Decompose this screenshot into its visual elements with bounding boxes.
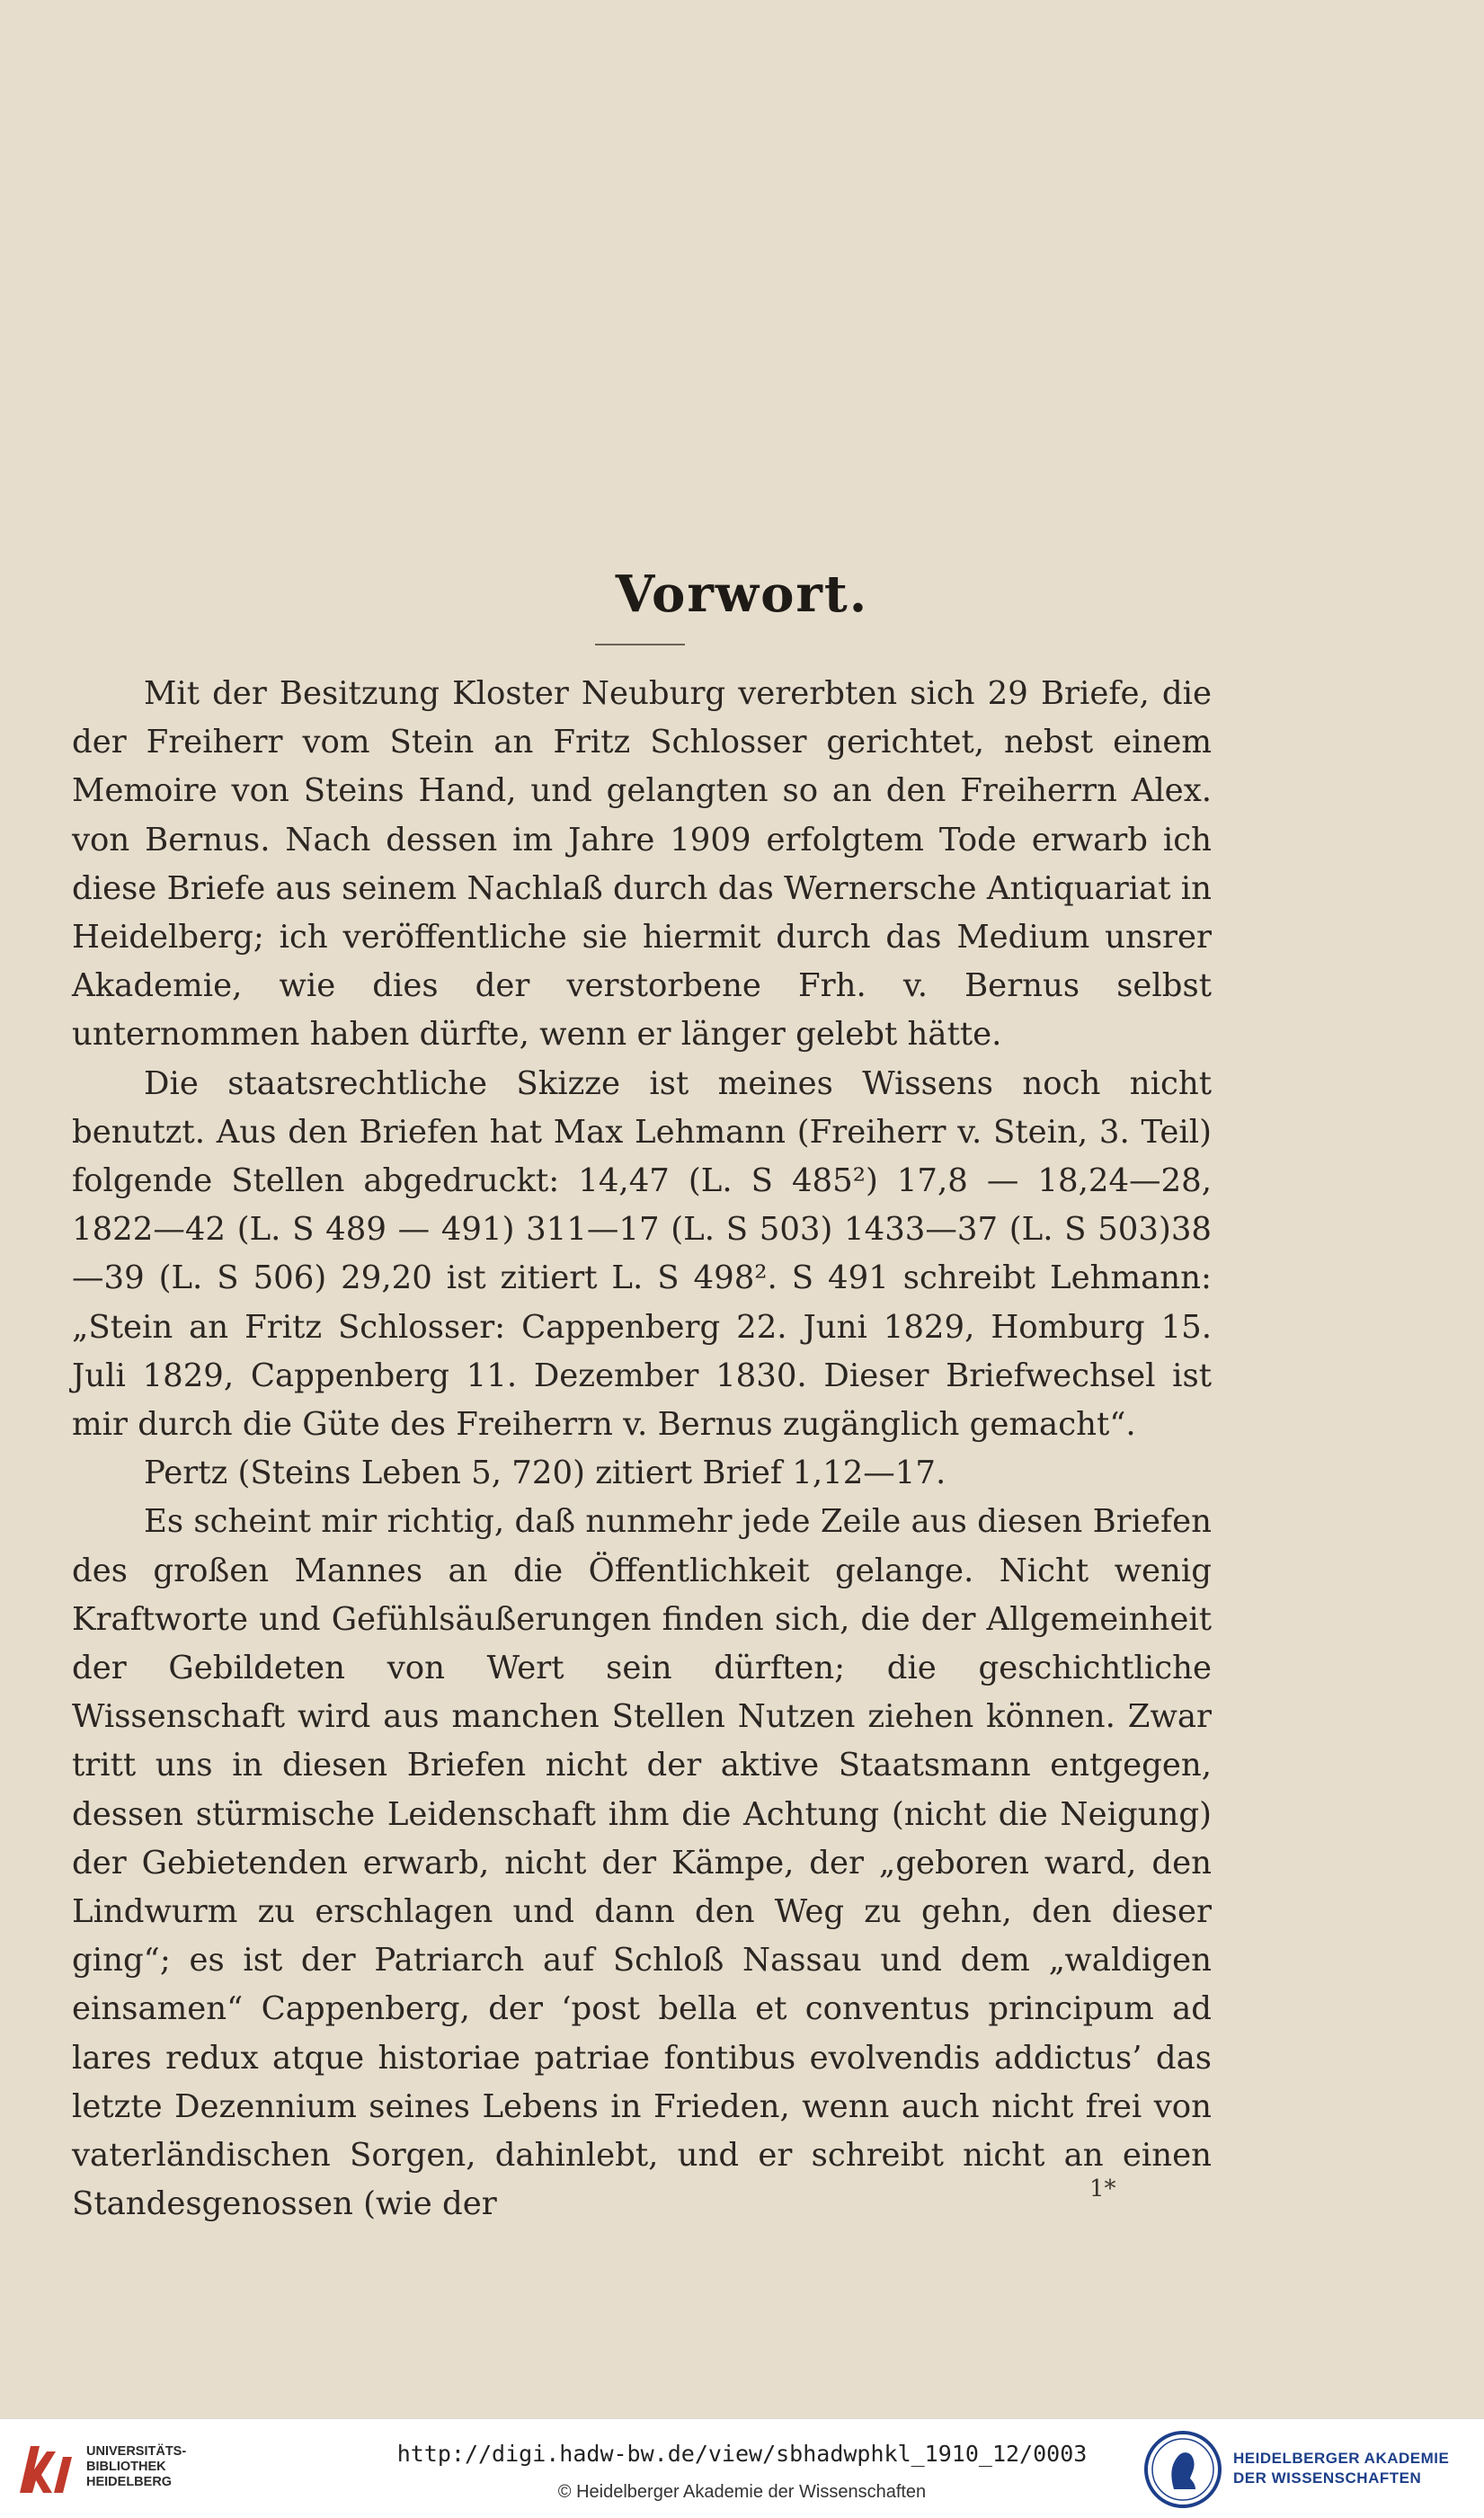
signature-mark: 1* bbox=[1089, 2175, 1116, 2202]
academy-name-line-2: DER WISSENSCHAFTEN bbox=[1233, 2469, 1422, 2487]
paragraph-3: Pertz (Steins Leben 5, 720) zitiert Brief 1,12—17. bbox=[144, 1455, 946, 1492]
academy-name bbox=[1233, 2449, 1449, 2488]
academy-medallion-icon bbox=[1143, 2430, 1222, 2509]
paragraph-4: Es scheint mir richtig, daß nunmehr jede Zeile aus diesen Briefen des großen Mannes an die Öffentlichkeit gelange. Nicht wenig Kraftworte und Gefühlsäußerungen finden sich, die der Allgemeinheit der Gebildeten von Wert sein dürften; die geschichtliche Wissenschaft wird aus manchen Stellen Nutzen ziehen können. Zwar tritt uns in diesen Briefen nicht der aktive Staatsmann entgegen, dessen stürmische Leidenschaft ihm die Achtung (nicht die Neigung) der Gebietenden erwarb, nicht der Kämpe, der „geboren ward, den Lindwurm zu erschlagen und dann den Weg zu gehn, den dieser ging“; es ist der Patriarch auf Schloß Nassau und dem „waldigen einsamen“ Cappenberg, der ‘post bella et conventus principum ad lares redux atque historiae patriae fontibus evolvendis addictus’ das letzte Dezennium seines Lebens in Frieden, wenn auch nicht frei von vaterländischen Sorgen, dahinlebt, und er schreibt nicht an einen Standesgenossen (wie der bbox=[72, 1503, 1212, 2223]
academy-name-line-1: HEIDELBERGER AKADEMIE bbox=[1233, 2450, 1450, 2467]
paragraph-1: Mit der Besitzung Kloster Neuburg vererbten sich 29 Briefe, die der Freiherr vom Stein an Fritz Schlosser gerichtet, nebst einem Memoire von Steins Hand, und gelangten so an den Freiherrn Alex. von Bernus. Nach dessen im Jahre 1909 erfolgtem Tode erwarb ich diese Briefe aus seinem Nachlaß durch das Wernersche Antiquariat in Heidelberg; ich veröffentliche sie hiermit durch das Medium unsrer Akademie, wie dies der verstorbene Frh. v. Bernus selbst unternommen haben dürfte, wenn er länger gelebt hätte. bbox=[72, 675, 1212, 1054]
footer-bar bbox=[0, 2418, 1484, 2518]
copyright-notice: © Heidelberger Akademie der Wissenschaften bbox=[557, 2482, 927, 2502]
body-text bbox=[72, 670, 1212, 2229]
paragraph-2: Die staatsrechtliche Skizze ist meines Wissens noch nicht benutzt. Aus den Briefen hat Max Lehmann (Freiherr v. Stein, 3. Teil) folgende Stellen abgedruckt: 14,47 (L. S 485²) 17,8 — 18,24—28, 1822—42 (L. S 489 — 491) 311—17 (L. S 503) 1433—37 (L. S 503)38—39 (L. S 506) 29,20 ist zitiert L. S 498². S 491 schreibt Lehmann: „Stein an Fritz Schlosser: Cappenberg 22. Juni 1829, Homburg 15. Juli 1829, Cappenberg 11. Dezember 1830. Dieser Briefwechsel ist mir durch die Güte des Freiherrn v. Bernus zugänglich gemacht“. bbox=[72, 1064, 1212, 1444]
library-name-line-1: UNIVERSITÄTS- bbox=[86, 2444, 187, 2459]
library-name-line-2: BIBLIOTHEK bbox=[86, 2460, 166, 2474]
page-heading: Vorwort. bbox=[615, 565, 869, 624]
heading-rule bbox=[595, 644, 685, 645]
library-name-line-3: HEIDELBERG bbox=[86, 2475, 173, 2489]
source-url[interactable]: http://digi.hadw-bw.de/view/sbhadwphkl_1910_12/0003 bbox=[396, 2441, 1088, 2467]
